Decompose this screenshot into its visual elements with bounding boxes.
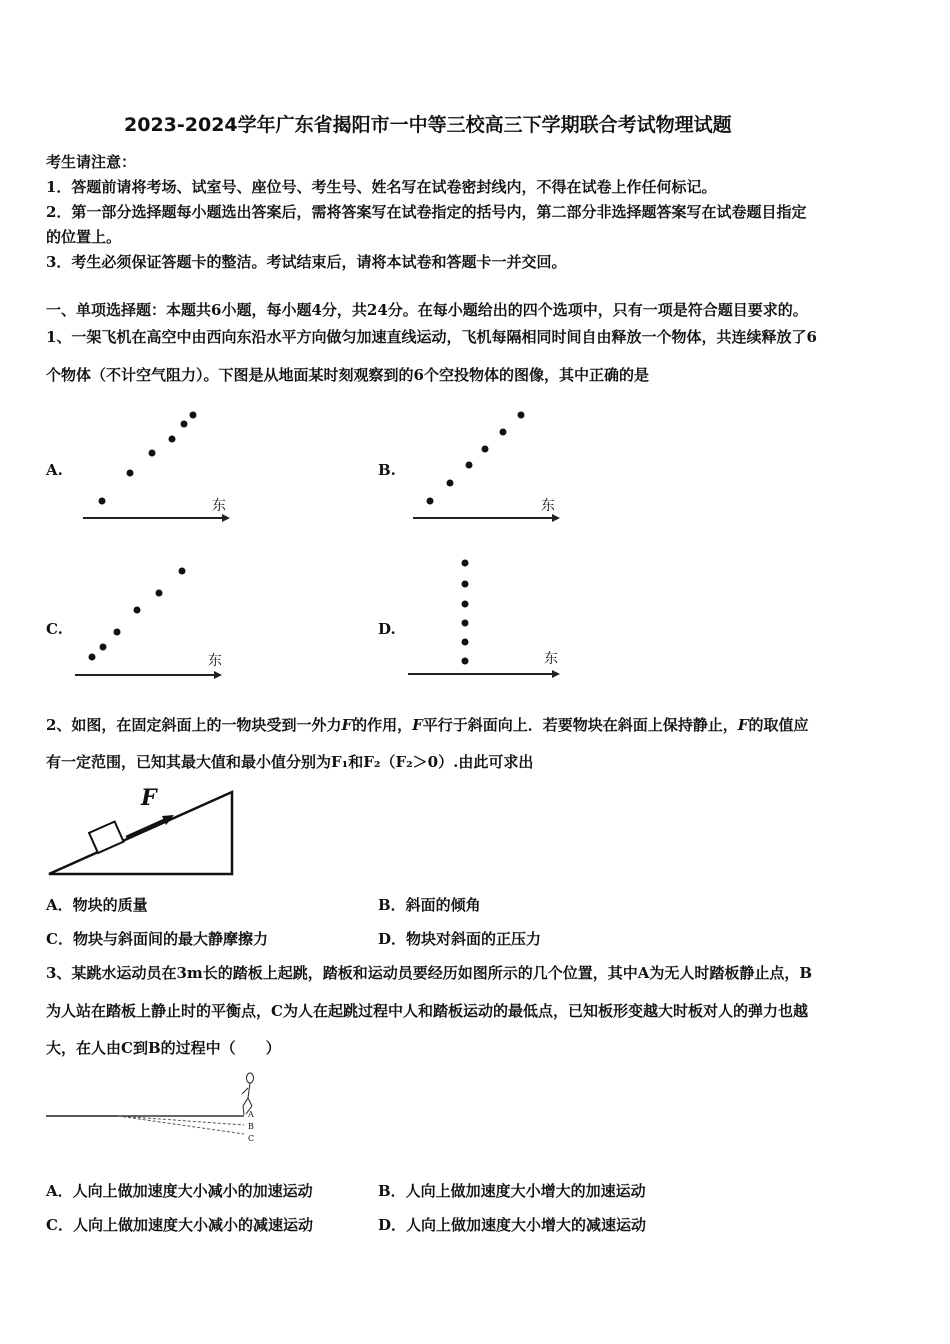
q3-option-c[interactable]: C．人向上做加速度大小减小的减速运动: [46, 1216, 313, 1234]
q3-option-a[interactable]: A．人向上做加速度大小减小的加速运动: [46, 1182, 313, 1200]
q1-option-d-label: D.: [378, 620, 396, 638]
q3-option-d[interactable]: D．人向上做加速度大小增大的减速运动: [378, 1216, 647, 1234]
notice-item-3: 3．考生必须保证答题卡的整洁。考试结束后，请将本试卷和答题卡一并交回。: [46, 253, 567, 271]
q1-d-axis-label: 东: [544, 651, 558, 667]
q1-option-a-label: A.: [46, 461, 63, 479]
q1-option-c-label: C.: [46, 620, 63, 638]
q2-force-label: F: [141, 785, 157, 811]
q1-c-axis-label: 东: [208, 653, 222, 669]
q3-springboard-figure: [46, 1068, 261, 1150]
q3-stem-line1: 3、某跳水运动员在3m长的踏板上起跳，踏板和运动员要经历如图所示的几个位置，其中A为无人时踏板静止点，B: [46, 964, 813, 982]
q1-b-axis-label: 东: [541, 498, 555, 514]
q2-option-b[interactable]: B．斜面的倾角: [378, 896, 481, 914]
q2-stem-line2: 有一定范围，已知其最大值和最小值分别为F₁和F₂（F₂＞0）.由此可求出: [46, 753, 534, 771]
page-title: 2023-2024学年广东省揭阳市一中等三校高三下学期联合考试物理试题: [124, 114, 732, 136]
q3-stem-line2: 为人站在踏板上静止时的平衡点，C为人在起跳过程中人和踏板运动的最低点，已知板形变越大时板对人的弹力也越: [46, 1002, 808, 1020]
q1-stem-line2: 个物体（不计空气阻力）。下图是从地面某时刻观察到的6个空投物体的图像，其中正确的是: [46, 366, 649, 384]
q2-option-d[interactable]: D．物块对斜面的正压力: [378, 930, 542, 948]
q3-stem-line3: 大，在人由C到B的过程中（ ）: [46, 1039, 281, 1057]
q3-fig-label-b: B: [248, 1122, 254, 1131]
q3-fig-label-a: A: [248, 1110, 254, 1119]
q3-fig-label-c: C: [248, 1134, 255, 1143]
q1-stem-line1: 1、一架飞机在高空中由西向东沿水平方向做匀加速直线运动，飞机每隔相同时间自由释放一个物体，共连续释放了6: [46, 328, 817, 346]
notice-item-2: 2．第一部分选择题每小题选出答案后，需将答案写在试卷指定的括号内，第二部分非选择题答案写在试卷题目指定: [46, 203, 807, 221]
q3-option-b[interactable]: B．人向上做加速度大小增大的加速运动: [378, 1182, 646, 1200]
notice-heading: 考生请注意：: [46, 153, 137, 171]
notice-item-1: 1．答题前请将考场、试室号、座位号、考生号、姓名写在试卷密封线内，不得在试卷上作任何标记。: [46, 178, 717, 196]
q2-stem-line1: 2、如图，在固定斜面上的一物块受到一外力F的作用，F平行于斜面向上．若要物块在斜面上保持静止，F的取值应: [46, 716, 809, 734]
q2-option-a[interactable]: A．物块的质量: [46, 896, 148, 914]
q2-option-c[interactable]: C．物块与斜面间的最大静摩擦力: [46, 930, 268, 948]
section-heading: 一、单项选择题：本题共6小题，每小题4分，共24分。在每小题给出的四个选项中，只有一项是符合题目要求的。: [46, 301, 808, 319]
q1-option-b-label: B.: [378, 461, 396, 479]
q1-a-axis-label: 东: [212, 498, 226, 514]
notice-item-2-cont: 的位置上。: [46, 228, 122, 246]
